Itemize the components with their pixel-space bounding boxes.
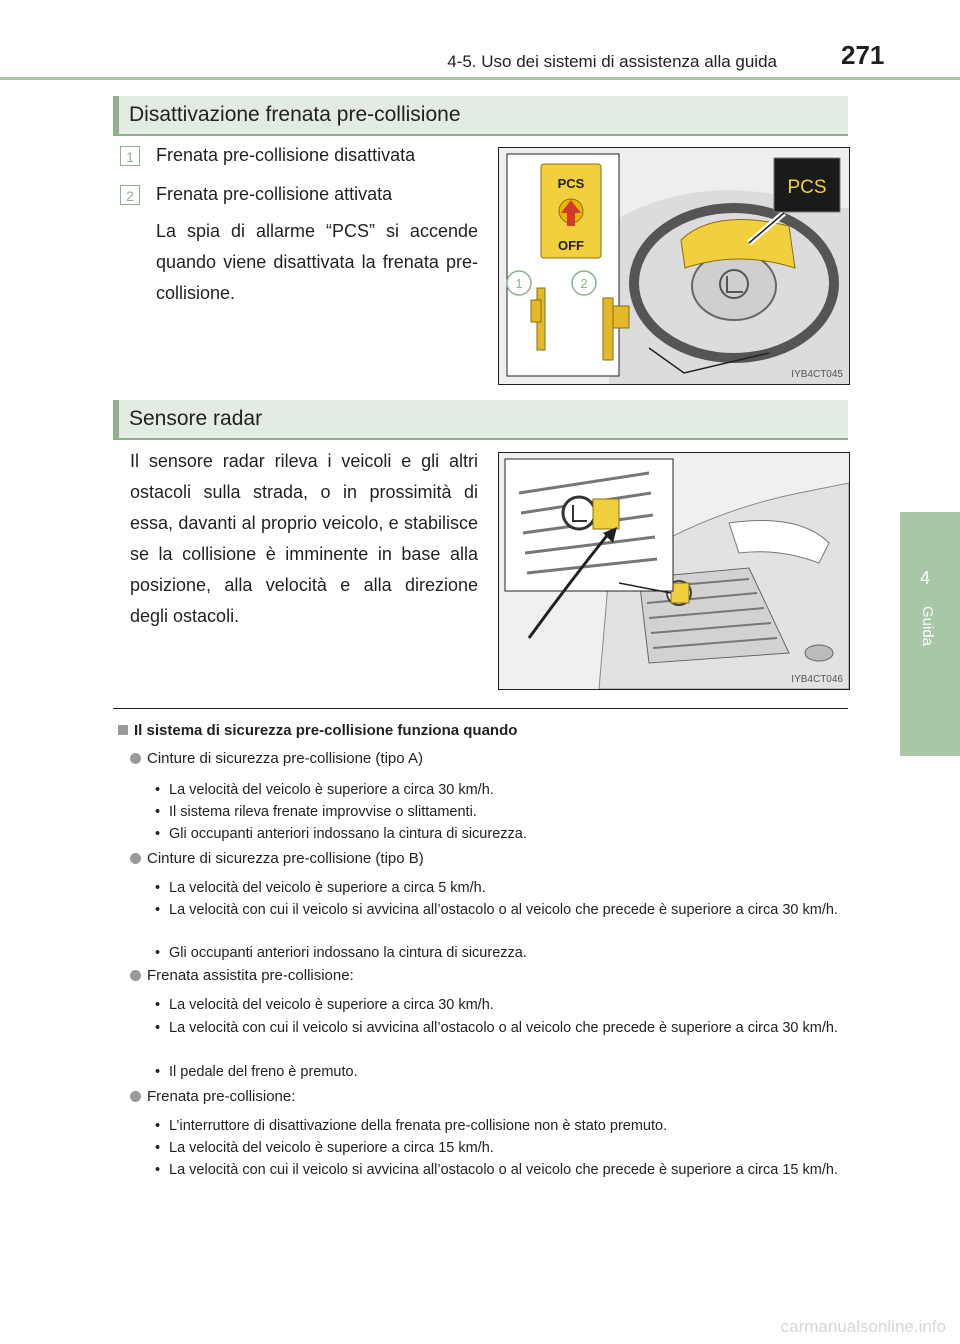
watermark: carmanualsonline.info (780, 1317, 946, 1336)
pcs-indicator-text: PCS (787, 177, 827, 198)
item-text: Frenata pre-collisione attivata (156, 184, 393, 204)
chapter-tab-number: 4 (919, 568, 930, 588)
car-front-illustration (499, 453, 849, 689)
notes-group-title (130, 967, 354, 984)
notes-item: • La velocità con cui il veicolo si avvicina all’ostacolo o al veicolo che precede è superiore a circa 30 km/h. (155, 1018, 845, 1038)
section-header-pcs-off (113, 96, 848, 136)
figure-pcs-switch (498, 147, 850, 385)
callout-2: 2 (580, 276, 588, 291)
figure-radar-sensor (498, 452, 850, 690)
notes-item: • La velocità con cui il veicolo si avvicina all’ostacolo o al veicolo che precede è superiore a circa 15 km/h. (155, 1160, 845, 1180)
notes-item: • Il pedale del freno è premuto. (155, 1062, 845, 1082)
notes-heading (118, 722, 517, 739)
group-title-text: Cinture di sicurezza pre-collisione (tipo B) (147, 850, 424, 867)
notes-item: • La velocità del veicolo è superiore a circa 30 km/h. (155, 780, 845, 800)
figure-code: IYB4CT046 (791, 674, 843, 685)
group-title-text: Frenata pre-collisione: (147, 1088, 296, 1105)
notes-item: • Gli occupanti anteriori indossano la cintura di sicurezza. (155, 824, 845, 844)
square-bullet-icon (118, 725, 128, 735)
callout-1: 1 (515, 276, 523, 291)
notes-group-title (130, 750, 423, 767)
group-title-text: Cinture di sicurezza pre-collisione (tipo A) (147, 750, 423, 767)
section-title: Disattivazione frenata pre-collisione (129, 103, 461, 126)
notes-item: • La velocità del veicolo è superiore a circa 30 km/h. (155, 995, 845, 1015)
notes-item: • L’interruttore di disattivazione della frenata pre-collisione non è stato premuto. (155, 1116, 845, 1136)
section-header-radar (113, 400, 848, 440)
notes-item: • La velocità con cui il veicolo si avvicina all’ostacolo o al veicolo che precede è superiore a circa 30 km/h. (155, 900, 845, 920)
figure-code: IYB4CT045 (791, 369, 843, 380)
item-number: 2 (120, 185, 140, 205)
circle-bullet-icon (130, 853, 141, 864)
item-description: La spia di allarme “PCS” si accende quando viene disattivata la frenata pre-collisione. (156, 221, 478, 303)
radar-description: Il sensore radar rileva i veicoli e gli altri ostacoli sulla strada, o in prossimità di essa, davanti al proprio veicolo, e stabilisce se la collisione è imminente in base alla posizione, alla velocità e alla direzione degli ostacoli. (130, 451, 478, 626)
dashboard-illustration (499, 148, 849, 384)
section-title: Sensore radar (129, 407, 263, 430)
notes-item: • Il sistema rileva frenate improvvise o slittamenti. (155, 802, 845, 822)
notes-heading-text: Il sistema di sicurezza pre-collisione funziona quando (134, 722, 518, 739)
circle-bullet-icon (130, 970, 141, 981)
group-title-text: Frenata assistita pre-collisione: (147, 967, 354, 984)
item-number: 1 (120, 146, 140, 166)
notes-group-title (130, 850, 424, 867)
chapter-tab-label: Guida (919, 606, 936, 647)
pcs-button-bottom-label: OFF (558, 238, 584, 253)
running-header: 4-5. Uso dei sistemi di assistenza alla guida (447, 52, 777, 71)
pcs-button-top-label: PCS (557, 176, 585, 191)
header-rule (0, 77, 960, 80)
notes-group-title (130, 1088, 295, 1105)
page-number: 271 (841, 40, 885, 70)
notes-item: • La velocità del veicolo è superiore a circa 5 km/h. (155, 878, 845, 898)
circle-bullet-icon (130, 753, 141, 764)
item-text: Frenata pre-collisione disattivata (156, 145, 416, 165)
notes-item: • La velocità del veicolo è superiore a circa 15 km/h. (155, 1138, 845, 1158)
notes-divider (113, 708, 848, 709)
circle-bullet-icon (130, 1091, 141, 1102)
notes-item: • Gli occupanti anteriori indossano la cintura di sicurezza. (155, 943, 845, 963)
